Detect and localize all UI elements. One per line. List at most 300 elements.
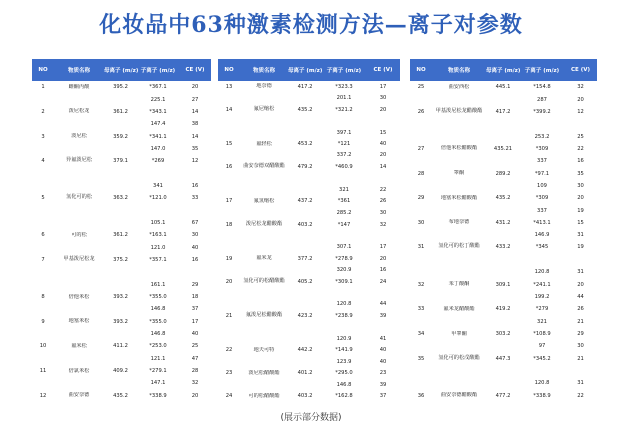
cell-parent: 401.2 [297,370,313,377]
cell-no: 8 [41,294,45,301]
cell-no: 4 [41,158,45,165]
cell-daughter: 199.2 [534,294,550,301]
cell-daughter: *154.8 [533,84,551,91]
cell-ce: 30 [379,209,387,216]
table-row [32,353,211,365]
table-row [32,316,211,328]
cell-ce: 16 [191,182,199,189]
cell-parent: 477.2 [495,392,511,399]
cell-daughter: *357.1 [149,256,167,263]
cell-name: 曲安奈德双醋酸酯 [243,163,285,170]
cell-no: 1 [41,84,45,91]
cell-name: 苯丁酸酮 [448,281,470,288]
header-ce: CE (V) [571,67,590,73]
cell-ce: 12 [577,108,584,115]
table-row [218,81,400,92]
cell-no: 25 [417,84,425,91]
cell-ce: 17 [191,318,199,325]
cell-daughter: *355.0 [149,318,167,325]
cell-ce: 39 [379,313,387,320]
cell-no: 30 [417,219,425,226]
table-row [410,316,597,328]
header-no: NO [416,67,426,73]
cell-no: 20 [225,278,233,285]
cell-name: 甲睾酮 [451,330,467,337]
cell-name: 泼尼松 [71,133,87,140]
cell-name: 氟米龙 [256,255,272,262]
cell-ce: 28 [191,368,199,375]
table-row [32,106,211,118]
table-row [32,81,211,93]
cell-daughter: *253.0 [149,343,167,350]
cell-ce: 14 [191,133,199,140]
cell-ce: 20 [577,96,584,103]
cell-ce: 22 [577,392,584,399]
cell-no: 16 [225,164,233,171]
cell-ce: 35 [191,145,199,152]
cell-parent: 442.2 [297,347,313,354]
cell-parent: 363.2 [113,195,128,202]
cell-ce: 26 [379,198,387,205]
cell-daughter: *121.0 [149,195,167,202]
cell-ce: 20 [379,255,387,262]
cell-daughter: *355.0 [149,294,167,301]
cell-name: 地奈德 [256,83,272,90]
cell-daughter: 120.8 [534,269,550,276]
table-row [32,303,211,315]
cell-ce: 21 [577,355,584,362]
cell-daughter: *279.1 [149,368,167,375]
cell-name: 可的松 [71,231,87,238]
cell-daughter: 147.4 [150,121,166,128]
table-row [218,92,400,103]
cell-no: 14 [225,106,233,113]
cell-parent: 437.2 [297,198,313,205]
cell-name: 地夫可特 [253,346,275,353]
table-row [410,291,597,303]
table-row [218,219,400,242]
cell-no: 13 [225,83,233,90]
table-row [32,180,211,192]
cell-parent: 405.2 [297,278,313,285]
header-daughter: 子离子 (m/z) [326,68,362,74]
cell-daughter: *323.3 [335,83,353,90]
cell-no: 27 [417,145,425,152]
table-row [32,279,211,291]
cell-parent: 403.2 [297,393,313,400]
table-row [410,229,597,241]
cell-name: 氟米龙醋酸酯 [443,305,475,312]
table-header [218,59,400,81]
cell-name: 地塞米松醋酸酯 [440,194,478,201]
cell-daughter: 120.8 [336,301,352,308]
cell-no: 36 [417,392,425,399]
table-row [32,242,211,254]
cell-name: 甲基泼尼松龙醋酸酯 [435,107,483,114]
table-row [410,204,597,216]
header-no: NO [224,67,234,73]
cell-name: 倍他米松醋酸酯 [440,145,478,152]
cell-ce: 44 [379,301,387,308]
cell-name: 雌酮丙酸 [68,83,90,90]
cell-no: 23 [225,370,233,377]
header-parent: 母离子 (m/z) [104,68,139,74]
cell-daughter: 120.9 [336,335,352,342]
cell-daughter: *309 [535,145,549,152]
cell-ce: 40 [379,347,387,354]
cell-parent: 419.2 [495,306,511,313]
cell-ce: 38 [191,121,199,128]
cell-daughter: *338.9 [149,392,167,399]
cell-daughter: 285.2 [336,209,352,216]
cell-daughter: 97 [538,343,546,350]
table-row [218,196,400,207]
table-row [32,254,211,279]
cell-no: 32 [417,281,425,288]
table-row [32,291,211,303]
table-row [218,150,400,161]
header-parent: 母离子 (m/z) [486,68,521,74]
table-row [32,130,211,142]
table-row [32,340,211,352]
cell-no: 28 [417,170,425,177]
cell-daughter: 146.8 [336,381,352,388]
table-row [218,356,400,367]
cell-daughter: 341 [153,182,163,189]
cell-name: 氟尼缩松 [253,105,275,112]
table-row [218,161,400,184]
cell-parent: 423.2 [297,313,313,320]
table-row [32,192,211,217]
cell-parent: 433.2 [495,244,511,251]
cell-no: 6 [41,232,45,239]
table-row [32,229,211,241]
table-row [410,377,597,389]
cell-ce: 24 [379,278,387,285]
table-row [410,217,597,229]
ion-table-2 [218,59,400,402]
header-no: NO [38,67,48,73]
cell-daughter: *162.8 [335,393,353,400]
cell-daughter: 337.2 [336,152,352,159]
cell-daughter: *345.2 [533,355,551,362]
cell-name: 异氟泼尼松 [66,157,92,164]
cell-ce: 40 [379,358,387,365]
cell-daughter: *238.9 [335,313,353,320]
cell-daughter: 253.2 [534,133,550,140]
cell-parent: 375.2 [113,256,128,263]
cell-no: 35 [417,355,425,362]
cell-ce: 30 [577,343,584,350]
cell-no: 15 [225,141,233,148]
cell-parent: 403.2 [297,221,313,228]
table-row [32,93,211,105]
cell-name: 泼尼松龙 [68,108,90,115]
cell-parent: 379.1 [113,158,128,165]
cell-ce: 39 [379,381,387,388]
cell-daughter: 307.1 [336,244,352,251]
cell-parent: 289.2 [495,170,511,177]
table-row [410,192,597,204]
cell-ce: 16 [191,256,199,263]
cell-parent: 393.2 [113,318,128,325]
header-daughter: 子离子 (m/z) [140,68,176,74]
cell-ce: 30 [191,232,199,239]
cell-daughter: 201.1 [336,95,352,102]
cell-daughter: 109 [537,182,547,189]
cell-parent: 417.2 [495,108,511,115]
cell-parent: 409.2 [113,368,128,375]
cell-daughter: 121.1 [150,355,166,362]
table-row [410,241,597,266]
cell-name: 布地奈德 [448,219,470,226]
table-row [218,299,400,310]
cell-ce: 16 [379,267,387,274]
table-row [218,184,400,195]
cell-parent: 359.2 [113,133,128,140]
cell-parent: 431.2 [495,219,511,226]
cell-name: 甲基泼尼松龙 [63,255,95,262]
table-header [32,59,211,81]
header-name: 物质名称 [447,68,470,74]
cell-daughter: *460.9 [335,164,353,171]
cell-daughter: *367.1 [149,84,167,91]
cell-daughter: 123.9 [336,358,352,365]
table-row [32,390,211,402]
cell-no: 24 [225,393,233,400]
cell-parent: 417.2 [297,83,313,90]
cell-daughter: 337 [537,207,547,214]
cell-parent: 361.2 [113,108,128,115]
cell-ce: 31 [577,269,584,276]
cell-daughter: 397.1 [336,129,352,136]
cell-daughter: *279 [535,306,549,313]
cell-daughter: *338.9 [533,392,551,399]
cell-ce: 22 [379,186,387,193]
cell-ce: 20 [191,84,199,91]
cell-ce: 18 [191,294,199,301]
cell-daughter: *108.9 [533,331,551,338]
cell-daughter: 147.1 [150,380,166,387]
table-row [218,345,400,356]
cell-parent: 435.21 [493,145,513,152]
cell-ce: 20 [191,392,199,399]
cell-daughter: *309.1 [335,278,353,285]
cell-ce: 47 [191,355,199,362]
table-row [410,328,597,340]
cell-daughter: *413.1 [533,219,551,226]
cell-daughter: *141.9 [335,347,353,354]
table-row [218,333,400,344]
cell-ce: 16 [577,158,584,165]
cell-daughter: *345 [535,244,549,251]
cell-daughter: *147 [337,221,351,228]
header-parent: 母离子 (m/z) [288,68,323,74]
cell-name: 倍氯米松 [68,367,90,374]
page-title: 化妆品中63种激素检测方法—离子对参数 [99,12,523,38]
cell-ce: 40 [379,141,387,148]
cell-no: 9 [41,318,45,325]
cell-ce: 19 [577,207,584,214]
cell-name: 可的松醋酸酯 [248,392,280,399]
table-row [218,253,400,264]
cell-name: 泼尼松龙醋酸酯 [245,220,283,227]
cell-daughter: *361 [337,198,351,205]
cell-daughter: 121.0 [150,244,166,251]
cell-daughter: 105.1 [150,219,166,226]
cell-ce: 40 [191,331,199,338]
cell-ce: 35 [577,170,584,177]
cell-daughter: 161.1 [150,281,166,288]
cell-ce: 40 [191,244,199,251]
cell-ce: 20 [577,195,584,202]
cell-parent: 411.2 [113,343,128,350]
cell-daughter: 146.8 [150,306,166,313]
cell-ce: 14 [379,164,387,171]
table-row [410,353,597,378]
cell-ce: 26 [577,306,584,313]
header-ce: CE (V) [373,67,393,73]
cell-ce: 31 [577,232,584,239]
cell-no: 34 [417,331,425,338]
cell-ce: 29 [577,331,584,338]
table-row [32,377,211,389]
cell-daughter: *343.1 [149,108,167,115]
table-row [410,279,597,291]
table-row [410,180,597,192]
cell-no: 31 [417,244,425,251]
cell-daughter: 225.1 [150,96,166,103]
header-daughter: 子离子 (m/z) [524,68,560,74]
cell-ce: 15 [379,129,387,136]
cell-daughter: 321 [339,186,349,193]
table-header [410,59,597,81]
cell-daughter: 147.0 [150,145,166,152]
cell-daughter: *241.1 [533,281,551,288]
cell-name: 曲安奈德 [68,392,90,399]
cell-name: 氟泼尼松醋酸酯 [245,312,283,319]
cell-parent: 395.2 [113,84,128,91]
table-row [32,155,211,180]
header-ce: CE (V) [185,67,205,73]
cell-name: 氢化可的松醋酸酯 [243,277,285,284]
cell-name: 氟轻松 [256,140,272,147]
cell-no: 7 [41,256,45,263]
cell-ce: 25 [191,343,199,350]
cell-daughter: 146.9 [534,232,550,239]
table-row [410,266,597,278]
cell-ce: 23 [379,370,387,377]
cell-daughter: *163.1 [149,232,167,239]
cell-ce: 37 [379,393,387,400]
table-row [218,264,400,275]
cell-ce: 27 [191,96,199,103]
cell-name: 氢化可的松戊酸酯 [438,354,480,361]
cell-parent: 435.2 [113,392,128,399]
ion-table-3 [410,59,597,402]
table-row [410,81,597,93]
cell-parent: 393.2 [113,294,128,301]
cell-ce: 32 [577,84,584,91]
cell-ce: 17 [379,244,387,251]
cell-ce: 14 [191,108,199,115]
table-row [32,143,211,155]
cell-name: 曲安西松 [448,83,470,90]
cell-ce: 33 [191,195,199,202]
cell-ce: 12 [191,158,199,165]
cell-no: 19 [225,255,233,262]
cell-parent: 377.2 [297,255,313,262]
cell-daughter: *309 [535,195,549,202]
table-row [218,379,400,390]
cell-name: 曲安奈德醋酸酯 [440,392,478,399]
cell-name: 泼尼松醋酸酯 [248,369,280,376]
cell-ce: 20 [379,106,387,113]
cell-no: 12 [39,392,47,399]
table-row [218,367,400,378]
cell-ce: 32 [379,221,387,228]
cell-ce: 15 [577,219,584,226]
table-row [410,155,597,167]
cell-ce: 29 [191,281,199,288]
cell-ce: 30 [577,182,584,189]
table-row [410,143,597,155]
cell-daughter: *269 [151,158,165,165]
cell-daughter: *399.2 [533,108,551,115]
table-row [410,340,597,352]
cell-no: 10 [39,343,47,350]
cell-parent: 435.2 [495,195,511,202]
table-row [218,310,400,333]
cell-daughter: *341.1 [149,133,167,140]
cell-daughter: *278.9 [335,255,353,262]
cell-daughter: 320.9 [336,267,352,274]
cell-no: 18 [225,221,233,228]
cell-parent: 309.1 [495,281,511,288]
header-name: 物质名称 [252,68,275,74]
cell-no: 22 [225,347,233,354]
ion-table-1 [32,59,211,402]
cell-name: 睾酮 [453,170,465,177]
table-row [218,276,400,299]
cell-daughter: 120.8 [534,380,550,387]
table-row [32,365,211,377]
cell-ce: 20 [577,281,584,288]
footnote: (展示部分数据) [280,413,342,423]
cell-ce: 32 [191,380,199,387]
table-row [410,130,597,142]
table-row [32,118,211,130]
cell-ce: 31 [577,380,584,387]
cell-name: 倍他米松 [68,293,90,300]
cell-ce: 25 [577,133,584,140]
cell-daughter: *295.0 [335,370,353,377]
cell-daughter: 321 [537,318,547,325]
cell-parent: 435.2 [297,106,313,113]
cell-ce: 17 [379,83,387,90]
cell-no: 3 [41,133,45,140]
table-row [218,390,400,401]
cell-daughter: *97.1 [534,170,550,177]
table-row [218,104,400,127]
cell-daughter: 337 [537,158,547,165]
cell-ce: 19 [577,244,584,251]
cell-ce: 37 [191,306,199,313]
cell-no: 2 [41,108,45,115]
table-row [410,106,597,131]
cell-no: 17 [225,198,233,205]
cell-name: 地塞米松 [68,318,90,325]
